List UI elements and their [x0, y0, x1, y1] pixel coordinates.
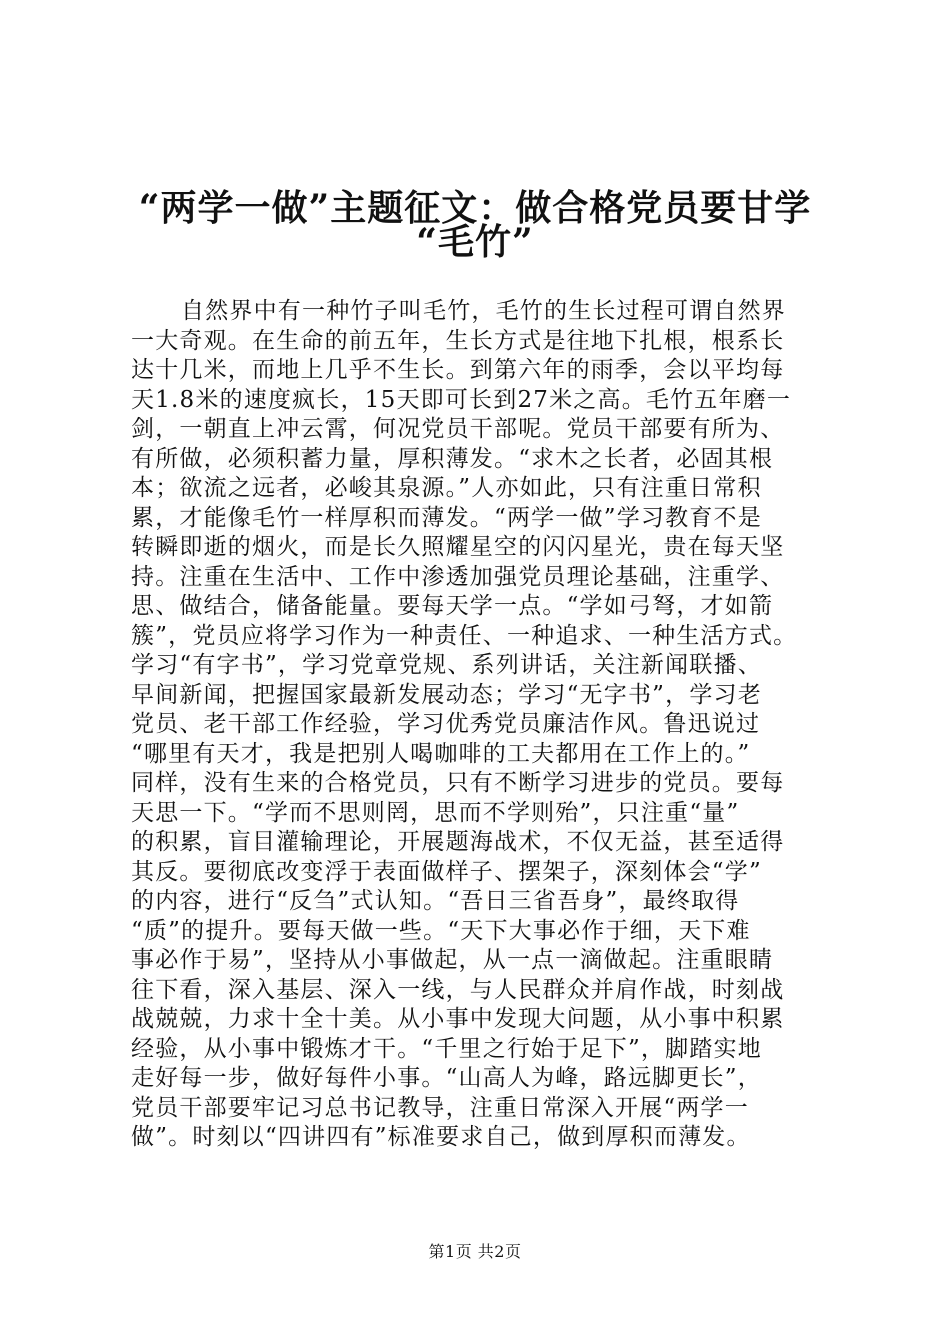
document-body: [131, 297, 851, 1153]
body-text-line: 转瞬即逝的烟火，而是长久照耀星空的闪闪星光，贵在每天坚: [131, 534, 785, 560]
body-text-line: 其反。要彻底改变浮于表面做样子、摆架子，深刻体会“学”: [131, 858, 762, 885]
body-text-line: 战兢兢，力求十全十美。从小事中发现大问题，从小事中积累: [131, 1006, 785, 1032]
body-text-line: 往下看，深入基层、深入一线，与人民群众并肩作战，时刻战: [131, 976, 785, 1003]
body-text-line: 达十几米，而地上几乎不生长。到第六年的雨季，会以平均每: [131, 357, 785, 383]
body-text-line: 党员干部要牢记习总书记教导，注重日常深入开展“两学一: [131, 1094, 749, 1121]
body-text-line: “质”的提升。要每天做一些。“天下大事必作于细，天下难: [131, 917, 751, 944]
body-text-line: 自然界中有一种竹子叫毛竹，毛竹的生长过程可谓自然界: [181, 298, 786, 324]
document-title-line-2: “毛竹”: [416, 221, 534, 263]
body-text-line: 的积累，盲目灌输理论，开展题海战术，不仅无益，甚至适得: [131, 829, 785, 855]
body-text-line: 经验，从小事中锻炼才干。“千里之行始于足下”，脚踏实地: [131, 1035, 762, 1062]
body-text-line: 持。注重在生活中、工作中渗透加强党员理论基础，注重学、: [131, 563, 785, 590]
body-text-line: 党员、老干部工作经验，学习优秀党员廉洁作风。鲁迅说过: [131, 711, 761, 737]
body-text-line: 走好每一步，做好每件小事。“山高人为峰，路远脚更长”，: [131, 1065, 762, 1091]
body-text-line: 天思一下。“学而不思则罔，思而不学则殆”，只注重“量”: [131, 799, 740, 826]
body-text-line: 的内容，进行“反刍”式认知。“吾日三省吾身”，最终取得: [131, 888, 740, 914]
body-text-line: 一大奇观。在生命的前五年，生长方式是往地下扎根，根系长: [131, 327, 785, 354]
page-number-footer: 第1页 共2页: [428, 1242, 522, 1261]
body-text-line: “哪里有天才，我是把别人喝咖啡的工夫都用在工作上的。”: [131, 740, 751, 767]
body-text-line: 累，才能像毛竹一样厚积而薄发。“两学一做”学习教育不是: [131, 504, 762, 531]
body-text-line: 本；欲流之远者，必峻其泉源。”人亦如此，只有注重日常积: [131, 475, 762, 501]
document-title-line-1: “两学一做”主题征文：做合格党员要甘学: [138, 187, 812, 229]
body-text-line: 天1.8米的速度疯长，15天即可长到27米之高。毛竹五年磨一: [131, 386, 792, 413]
body-text-line: 有所做，必须积蓄力量，厚积薄发。“求木之长者，必固其根: [131, 445, 774, 472]
body-text-line: 思、做结合，储备能量。要每天学一点。“学如弓弩，才如箭: [131, 593, 774, 619]
body-text-line: 学习“有字书”，学习党章党规、系列讲话，关注新闻联播、: [131, 652, 762, 678]
body-text-line: 事必作于易”，坚持从小事做起，从一点一滴做起。注重眼睛: [131, 947, 774, 973]
body-text-line: 同样，没有生来的合格党员，只有不断学习进步的党员。要每: [131, 770, 785, 796]
body-text-line: 剑，一朝直上冲云霄，何况党员干部呢。党员干部要有所为、: [131, 416, 785, 442]
body-text-line: 簇”，党员应将学习作为一种责任、一种追求、一种生活方式。: [131, 622, 798, 649]
body-text-line: 早间新闻，把握国家最新发展动态；学习“无字书”，学习老: [131, 681, 762, 708]
body-text-line: 做”。时刻以“四讲四有”标准要求自己，做到厚积而薄发。: [131, 1124, 751, 1150]
